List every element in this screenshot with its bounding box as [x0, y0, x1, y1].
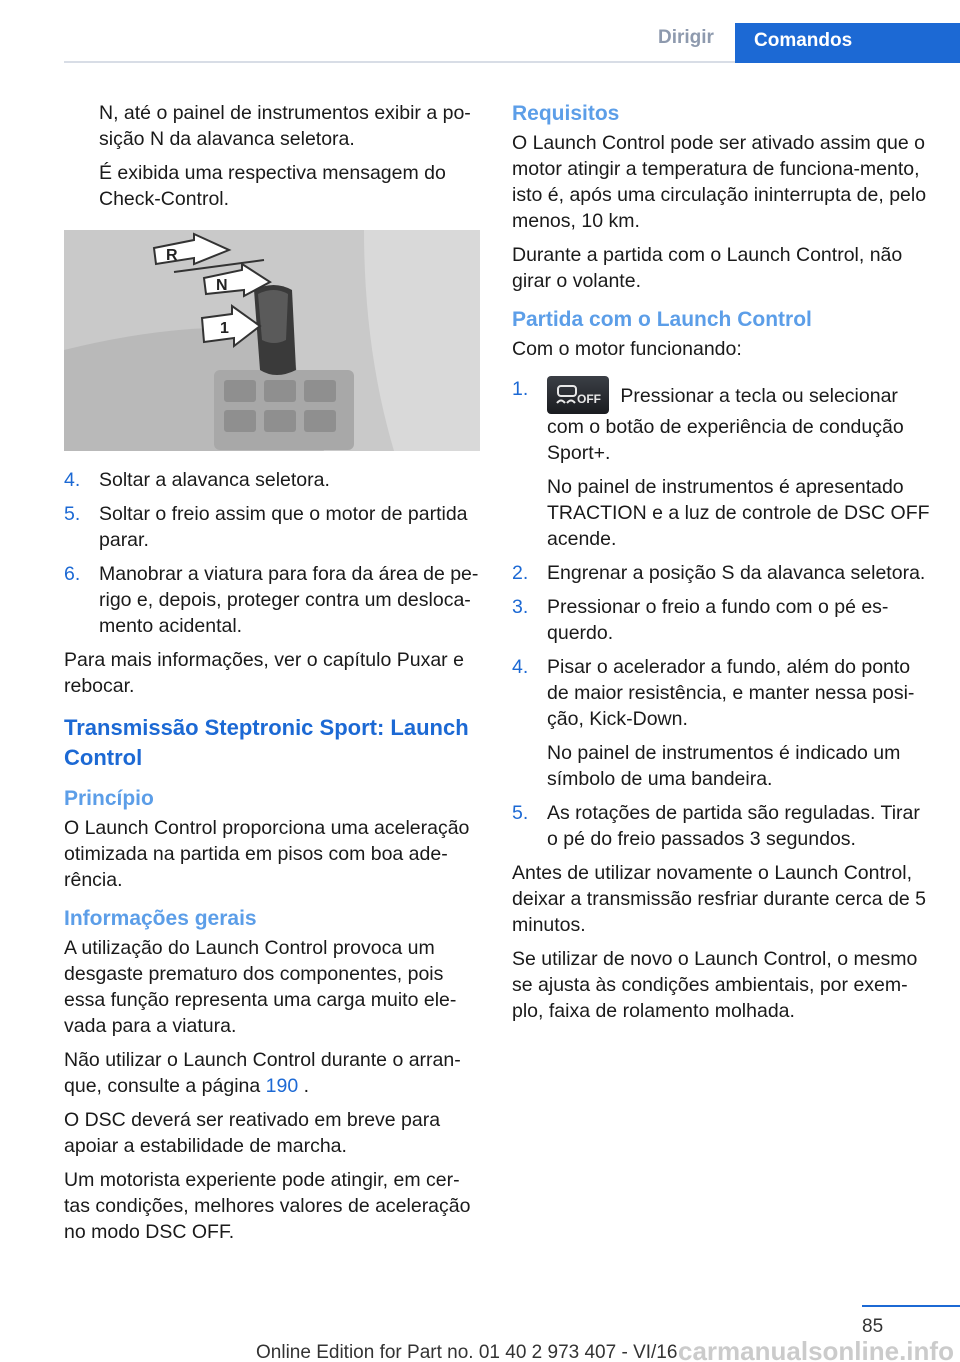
launch-start-intro: Com o motor funcionando:: [512, 338, 742, 360]
general-paragraph-2-end: .: [298, 1075, 310, 1097]
principle-heading: Princípio: [64, 787, 154, 810]
list-number: 4.: [512, 656, 529, 678]
list-item: [512, 800, 932, 852]
general-info-heading: Informações gerais: [64, 907, 257, 930]
intro-paragraph-2: É exibida uma respectiva mensagem do Check-Control.: [99, 162, 446, 210]
list-item: [512, 560, 932, 586]
more-info-paragraph: Para mais informações, ver o capítulo Puxar e rebocar.: [64, 649, 464, 697]
page-reference-link[interactable]: 190: [265, 1075, 299, 1097]
requirements-paragraph-1: O Launch Control pode ser ativado assim que o motor atingir a temperatura de funciona-mento, isto é, após uma circulação ininterrupta de, pelo menos, 10 km.: [512, 132, 927, 232]
step-4-note: No painel de instrumentos é indicado um símbolo de uma bandeira.: [547, 742, 901, 790]
left-column: [64, 100, 484, 1253]
step-1-note: No painel de instrumentos é apresentado TRACTION e a luz de controle de DSC OFF acende.: [547, 476, 930, 550]
list-text: Soltar a alavanca seletora.: [99, 469, 330, 491]
intro-paragraph-1: N, até o painel de instrumentos exibir a po-sição N da alavanca seletora.: [99, 102, 471, 150]
list-number: 5.: [64, 503, 81, 525]
header-section[interactable]: Dirigir: [658, 27, 714, 48]
list-text-with-button: [547, 376, 932, 466]
header-tab-active[interactable]: Comandos: [735, 23, 960, 63]
list-item: [64, 561, 484, 639]
watermark: carmanualsonline.info: [678, 1336, 954, 1362]
dsc-off-button-icon: [547, 376, 609, 414]
right-column: [512, 100, 932, 1032]
edition-text: Online Edition for Part no. 01 40 2 973 407 - VI/16: [256, 1342, 678, 1362]
list-number: 1.: [512, 378, 529, 400]
general-paragraph-1: A utilização do Launch Control provoca um desgaste prematuro dos componentes, pois essa função representa uma carga muito ele-vada para a viatura.: [64, 937, 457, 1037]
general-paragraph-4: Um motorista experiente pode atingir, em cer-tas condições, melhores valores de aceleração no modo DSC OFF.: [64, 1169, 471, 1243]
footer-rule: [862, 1305, 960, 1307]
dsc-off-label: OFF: [577, 392, 601, 406]
list-item: [512, 594, 932, 646]
list-number: 3.: [512, 596, 529, 618]
list-item: [64, 501, 484, 553]
photo-label-r: R: [166, 247, 178, 264]
list-text: Manobrar a viatura para fora da área de pe-rigo e, depois, proteger contra um desloca-mento acidental.: [99, 563, 479, 637]
step-1-text: Pressionar a tecla ou selecionar com o botão de experiência de condução Sport+.: [547, 385, 904, 464]
after-paragraph-1: Antes de utilizar novamente o Launch Control, deixar a transmissão resfriar durante cerca de 5 minutos.: [512, 862, 927, 936]
list-text: Engrenar a posição S da alavanca seletora.: [547, 562, 926, 584]
requirements-heading: Requisitos: [512, 102, 620, 125]
general-paragraph-3: O DSC deverá ser reativado em breve para apoiar a estabilidade de marcha.: [64, 1109, 441, 1157]
general-paragraph-2: [64, 1047, 484, 1099]
gear-selector-photo: [64, 230, 480, 451]
list-number: 6.: [64, 563, 81, 585]
page-number: 85: [862, 1316, 884, 1337]
general-paragraph-2-text: Não utilizar o Launch Control durante o arran-que, consulte a página: [64, 1049, 461, 1097]
photo-label-n: N: [216, 277, 228, 294]
requirements-paragraph-2: Durante a partida com o Launch Control, não girar o volante.: [512, 244, 903, 292]
list-text: As rotações de partida são reguladas. Tirar o pé do freio passados 3 segundos.: [547, 802, 920, 850]
after-paragraph-2: Se utilizar de novo o Launch Control, o mesmo se ajusta às condições ambientais, por exem-plo, faixa de rolamento molhada.: [512, 948, 918, 1022]
list-number: 4.: [64, 469, 81, 491]
principle-paragraph: O Launch Control proporciona uma aceleração otimizada na partida em pisos com boa ade-rência.: [64, 817, 470, 891]
launch-start-heading: Partida com o Launch Control: [512, 308, 812, 331]
list-number: 2.: [512, 562, 529, 584]
list-number: 5.: [512, 802, 529, 824]
list-text: Soltar o freio assim que o motor de partida parar.: [99, 503, 468, 551]
section-title: Transmissão Steptronic Sport: Launch Control: [64, 715, 469, 770]
list-text: Pressionar o freio a fundo com o pé es-querdo.: [547, 596, 889, 644]
photo-label-1: 1: [220, 320, 229, 337]
list-text: Pisar o acelerador a fundo, além do ponto de maior resistência, e manter nessa posi-ção, Kick-Down.: [547, 656, 915, 730]
list-item: [64, 467, 484, 493]
list-item: [512, 654, 932, 732]
list-item: [512, 376, 932, 466]
